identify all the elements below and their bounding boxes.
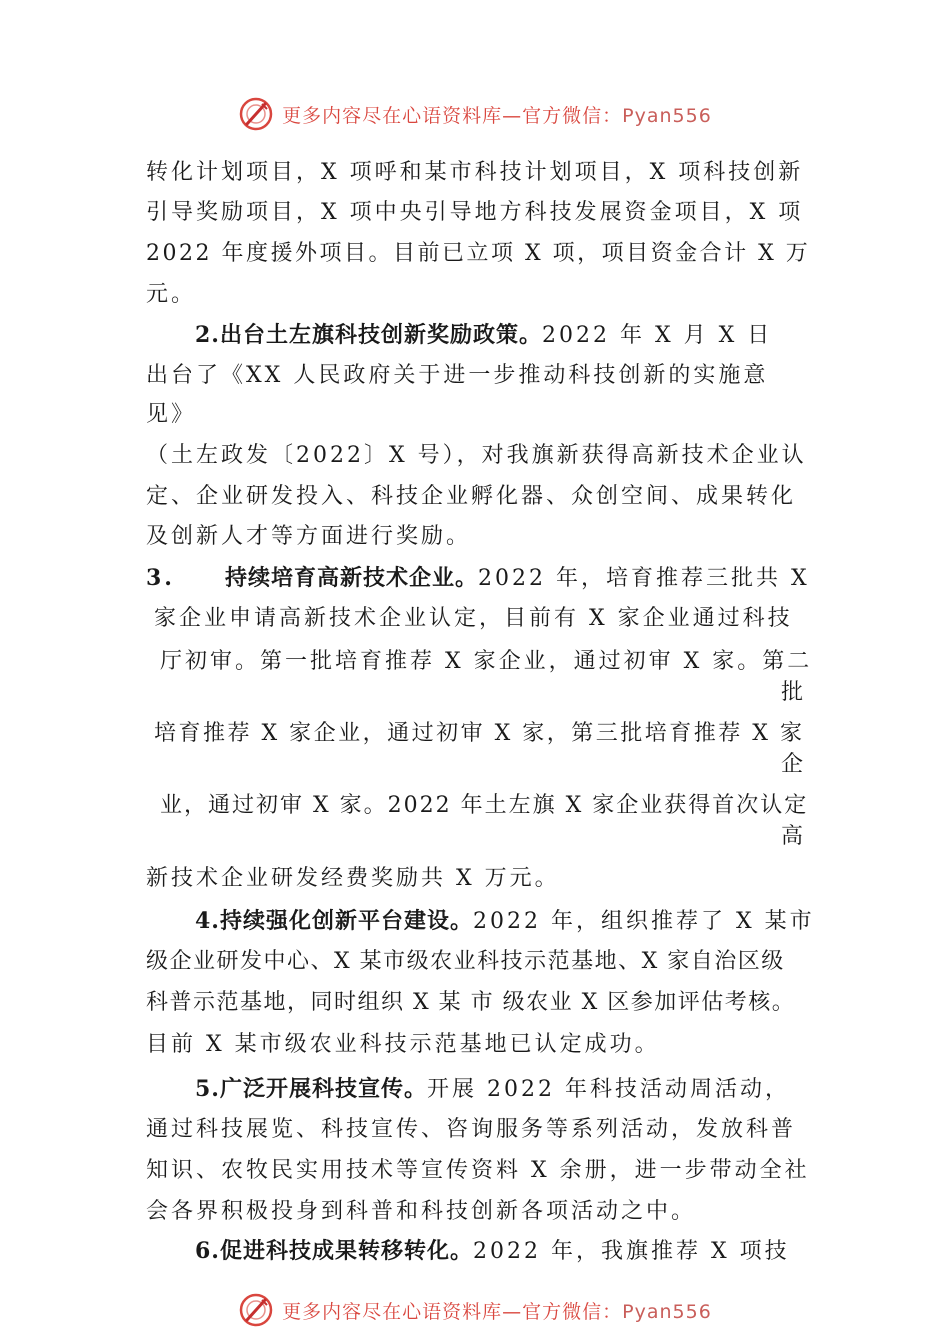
paragraph-line: 通过科技展览、科技宣传、咨询服务等系列活动，发放科普 (146, 1117, 797, 1142)
paragraph-line: 2022 年度援外项目。目前已立项 X 项，项目资金合计 X 万 (146, 241, 811, 266)
paragraph-line: （土左政发〔2022〕X 号），对我旗新获得高新技术企业认 (146, 443, 807, 468)
section-2-first-line: 2.出台土左旗科技创新奖励政策。2022 年 X 月 X 日 (195, 322, 773, 348)
list-number: 3. (146, 565, 175, 591)
banner-text: 更多内容尽在心语资料库—官方微信：Pyan556 (282, 104, 712, 127)
paragraph-line: 培育推荐 X 家企业，通过初审 X 家，第三批培育推荐 X 家 (154, 721, 805, 746)
paragraph-line: 级企业研发中心、X 某市级农业科技示范基地、X 家自治区级 (146, 949, 785, 974)
section-heading: 6.促进科技成果转移转化。 (195, 1238, 473, 1264)
banner-text: 更多内容尽在心语资料库—官方微信：Pyan556 (282, 1300, 712, 1323)
paragraph-line: 引导奖励项目，X 项中央引导地方科技发展资金项目，X 项 (146, 200, 804, 225)
paragraph-line: 元。 (146, 282, 197, 307)
section-6-first-line: 6.促进科技成果转移转化。2022 年，我旗推荐 X 项技 (195, 1238, 790, 1264)
paragraph-line: 批 (781, 680, 807, 705)
paragraph-line: 见》 (146, 402, 197, 427)
paragraph-line: 企 (781, 752, 807, 777)
paragraph-line: 家企业申请高新技术企业认定，目前有 X 家企业通过科技 (154, 606, 793, 631)
section-3-first-line: 持续培育高新技术企业。2022 年，培育推荐三批共 X (225, 565, 810, 591)
wechat-id: Pyan556 (622, 1300, 712, 1323)
section-heading: 2.出台土左旗科技创新奖励政策。 (195, 322, 542, 348)
footer-banner (0, 1288, 950, 1332)
paragraph-line: 目前 X 某市级农业科技示范基地已认定成功。 (146, 1032, 660, 1057)
paragraph-line: 厅初审。第一批培育推荐 X 家企业，通过初审 X 家。第二 (160, 649, 813, 674)
paragraph-line: 业，通过初审 X 家。2022 年土左旗 X 家企业获得首次认定 (160, 793, 809, 818)
section-heading: 4.持续强化创新平台建设。 (195, 908, 473, 934)
section-5-first-line: 5.广泛开展科技宣传。开展 2022 年科技活动周活动， (195, 1076, 790, 1102)
paragraph-line: 科普示范基地，同时组织 X 某 市 级农业 X 区参加评估考核。 (146, 990, 796, 1015)
paragraph-line: 知识、农牧民实用技术等宣传资料 X 余册，进一步带动全社 (146, 1158, 810, 1183)
paragraph-line: 出台了《XX 人民政府关于进一步推动科技创新的实施意 (146, 363, 769, 388)
red-seal-pen-icon (238, 1292, 274, 1328)
paragraph-line: 转化计划项目，X 项呼和某市科技计划项目，X 项科技创新 (146, 160, 804, 185)
section-heading: 5.广泛开展科技宣传。 (195, 1076, 427, 1102)
section-heading: 持续培育高新技术企业。 (225, 565, 479, 591)
section-4-first-line: 4.持续强化创新平台建设。2022 年，组织推荐了 X 某市 (195, 908, 815, 934)
paragraph-line: 及创新人才等方面进行奖励。 (146, 524, 472, 549)
paragraph-line: 定、企业研发投入、科技企业孵化器、众创空间、成果转化 (146, 484, 797, 509)
paragraph-line: 新技术企业研发经费奖励共 X 万元。 (146, 866, 560, 891)
wechat-id: Pyan556 (622, 104, 712, 127)
paragraph-line: 高 (781, 824, 807, 849)
paragraph-line: 会各界积极投身到科普和科技创新各项活动之中。 (146, 1199, 697, 1224)
